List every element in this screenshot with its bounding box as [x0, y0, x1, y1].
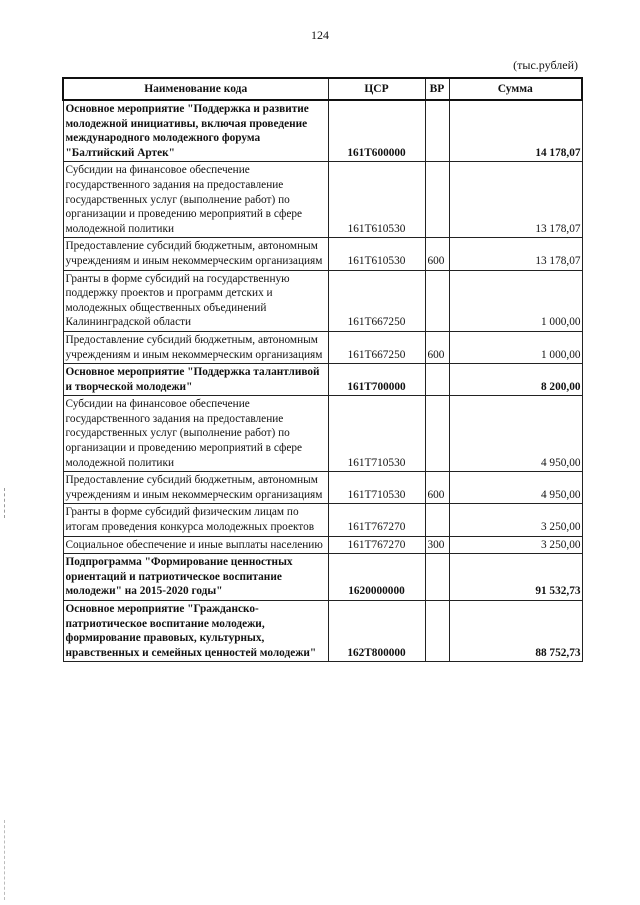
row-sum: 13 178,07 — [449, 162, 582, 238]
table-row — [63, 504, 582, 536]
row-vr — [425, 554, 449, 601]
row-csr: 161Т610530 — [328, 238, 425, 270]
row-csr: 161Т767270 — [328, 504, 425, 536]
table-row — [63, 536, 582, 554]
row-vr — [425, 100, 449, 162]
table-row — [63, 364, 582, 396]
row-name: Основное мероприятие "Поддержка талантливой и творческой молодежи" — [63, 364, 328, 396]
row-name: Основное мероприятие "Гражданско-патриотическое воспитание молодежи, формирование правовых, культурных, нравственных и семейных ценностей молодежи" — [63, 601, 328, 662]
row-sum: 3 250,00 — [449, 504, 582, 536]
row-name: Основное мероприятие "Поддержка и развитие молодежной инициативы, включая проведение международного молодежного форума "Балтийский Артек" — [63, 100, 328, 162]
row-vr: 300 — [425, 536, 449, 554]
table-row — [63, 100, 582, 162]
row-vr — [425, 504, 449, 536]
budget-table — [62, 77, 583, 662]
row-sum: 4 950,00 — [449, 472, 582, 504]
row-csr: 161Т710530 — [328, 396, 425, 472]
row-vr — [425, 364, 449, 396]
table-row — [63, 162, 582, 238]
row-name: Гранты в форме субсидий на государственную поддержку проектов и программ детских и молодежных общественных объединений Калининградской области — [63, 270, 328, 331]
row-csr: 162Т800000 — [328, 601, 425, 662]
table-header — [63, 78, 582, 100]
header-sum: Сумма — [449, 78, 582, 100]
scan-margin-mark — [4, 820, 6, 900]
row-csr: 161Т700000 — [328, 364, 425, 396]
header-csr: ЦСР — [328, 78, 425, 100]
unit-note: (тыс.рублей) — [513, 58, 578, 72]
header-vr: ВР — [425, 78, 449, 100]
row-sum: 4 950,00 — [449, 396, 582, 472]
row-vr: 600 — [425, 472, 449, 504]
table-row — [63, 270, 582, 331]
row-sum: 3 250,00 — [449, 536, 582, 554]
row-vr — [425, 162, 449, 238]
row-sum: 91 532,73 — [449, 554, 582, 601]
row-vr — [425, 270, 449, 331]
table-row — [63, 554, 582, 601]
table-row — [63, 601, 582, 662]
row-sum: 88 752,73 — [449, 601, 582, 662]
row-name: Предоставление субсидий бюджетным, автономным учреждениям и иным некоммерческим организациям — [63, 331, 328, 363]
row-csr: 161Т710530 — [328, 472, 425, 504]
row-name: Субсидии на финансовое обеспечение государственного задания на предоставление государственных услуг (выполнение работ) по организации и проведению мероприятий в сфере молодежной политики — [63, 396, 328, 472]
row-name: Предоставление субсидий бюджетным, автономным учреждениям и иным некоммерческим организациям — [63, 238, 328, 270]
row-name: Социальное обеспечение и иные выплаты населению — [63, 536, 328, 554]
table-row — [63, 472, 582, 504]
row-sum: 13 178,07 — [449, 238, 582, 270]
row-csr: 161Т667250 — [328, 331, 425, 363]
header-name: Наименование кода — [63, 78, 328, 100]
row-vr: 600 — [425, 331, 449, 363]
row-vr — [425, 601, 449, 662]
table-row — [63, 331, 582, 363]
row-csr: 161Т610530 — [328, 162, 425, 238]
row-name: Предоставление субсидий бюджетным, автономным учреждениям и иным некоммерческим организациям — [63, 472, 328, 504]
table-row — [63, 238, 582, 270]
page-number: 124 — [311, 28, 329, 42]
table-row — [63, 396, 582, 472]
scan-margin-mark — [4, 488, 6, 518]
table-body — [63, 100, 582, 662]
row-csr: 161Т667250 — [328, 270, 425, 331]
row-sum: 8 200,00 — [449, 364, 582, 396]
row-name: Субсидии на финансовое обеспечение государственного задания на предоставление государственных услуг (выполнение работ) по организации и проведению мероприятий в сфере молодежной политики — [63, 162, 328, 238]
row-sum: 1 000,00 — [449, 331, 582, 363]
row-name: Гранты в форме субсидий физическим лицам по итогам проведения конкурса молодежных проектов — [63, 504, 328, 536]
row-vr: 600 — [425, 238, 449, 270]
row-csr: 161Т767270 — [328, 536, 425, 554]
row-name: Подпрограмма "Формирование ценностных ориентаций и патриотическое воспитание молодежи" на 2015-2020 годы" — [63, 554, 328, 601]
row-vr — [425, 396, 449, 472]
row-csr: 1620000000 — [328, 554, 425, 601]
row-csr: 161Т600000 — [328, 100, 425, 162]
row-sum: 14 178,07 — [449, 100, 582, 162]
row-sum: 1 000,00 — [449, 270, 582, 331]
